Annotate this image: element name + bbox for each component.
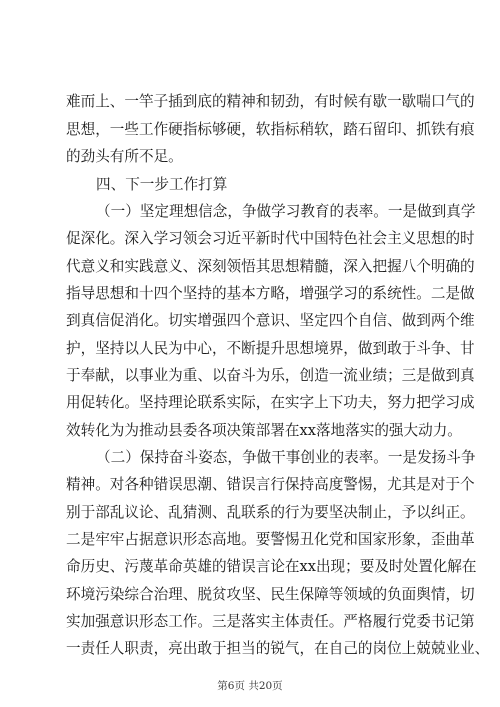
paragraph-line: 难而上、一竿子插到底的精神和韧劲，有时候有歇一歇喘口气的	[66, 93, 475, 110]
paragraph-line: （二）保持奋斗姿态，争做干事创业的表率。一是发扬斗争	[96, 449, 476, 466]
paragraph-line: 效转化为为推动县委各项决策部署在xx落地落实的强大动力。	[66, 422, 462, 439]
paragraph-line: 实加强意识形态工作。三是落实主体责任。严格履行党委书记第	[66, 613, 475, 630]
paragraph-line: 于奉献，以事业为重、以奋斗为乐，创造一流业绩；三是做到真	[66, 367, 475, 384]
paragraph-line: 到真信促消化。切实增强四个意识、坚定四个自信、做到两个维	[66, 312, 475, 329]
paragraph-line: 环境污染综合治理、脱贫攻坚、民生保障等领域的负面舆情，切	[66, 586, 475, 603]
paragraph-line: 促深化。深入学习领会习近平新时代中国特色社会主义思想的时	[66, 230, 475, 247]
paragraph-line: （一）坚定理想信念，争做学习教育的表率。一是做到真学	[96, 203, 476, 220]
paragraph-line: 一责任人职责，亮出敢于担当的锐气，在自己的岗位上兢兢业业、	[66, 640, 490, 657]
paragraph-line: 护，坚持以人民为中心，不断提升思想境界，做到敢于斗争、甘	[66, 340, 475, 357]
paragraph-line: 精神。对各种错误思潮、错误言行保持高度警惕，尤其是对于个	[66, 476, 475, 493]
paragraph-line: 二是牢牢占据意识形态高地。要警惕丑化党和国家形象，歪曲革	[66, 531, 475, 548]
paragraph-line: 别于部乱议论、乱猜测、乱联系的行为要坚决制止，予以纠正。	[66, 504, 475, 521]
paragraph-line: 命历史、污蔑革命英雄的错误言论在xx出现；要及时处置化解在	[66, 558, 477, 575]
paragraph-line: 的劲头有所不足。	[66, 148, 183, 165]
section-heading: 四、下一步工作打算	[96, 176, 228, 193]
page-footer: 第6页 共20页	[217, 680, 283, 692]
paragraph-line: 思想，一些工作硬指标够硬，软指标稍软，踏石留印、抓铁有痕	[66, 121, 475, 138]
paragraph-line: 用促转化。坚持理论联系实际，在实字上下功夫，努力把学习成	[66, 394, 475, 411]
paragraph-line: 指导思想和十四个坚持的基本方略，增强学习的系统性。二是做	[66, 285, 475, 302]
paragraph-line: 代意义和实践意义、深刻领悟其思想精髓，深入把握八个明确的	[66, 258, 475, 275]
